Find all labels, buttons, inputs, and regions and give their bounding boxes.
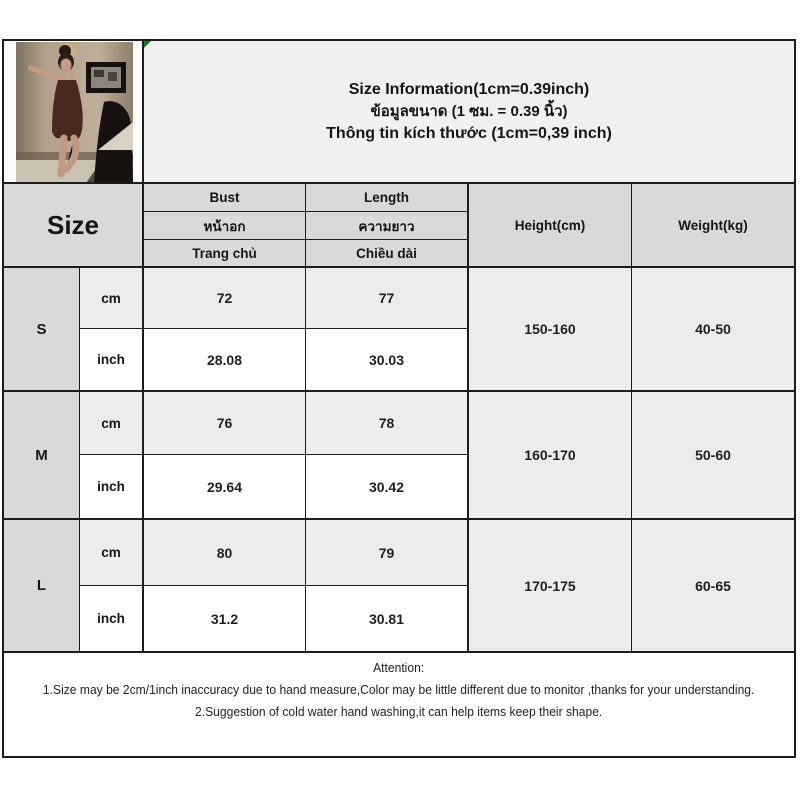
- product-photo-cell: [4, 41, 144, 184]
- header-length-vi: Chiều dài: [306, 240, 469, 268]
- row-l-length-inch: 30.81: [306, 586, 469, 653]
- header-length-th: ความยาว: [306, 212, 469, 240]
- row-s-weight: 40-50: [632, 268, 794, 392]
- row-l-label: L: [4, 520, 80, 653]
- row-m-label: M: [4, 392, 80, 520]
- row-l-unit-inch: inch: [80, 586, 144, 653]
- row-m-length-inch: 30.42: [306, 455, 469, 520]
- header-bust-en: Bust: [144, 184, 306, 212]
- row-s-length-cm: 77: [306, 268, 469, 329]
- attention-text: [6, 657, 792, 723]
- row-l-unit-cm: cm: [80, 520, 144, 586]
- row-l-height: 170-175: [469, 520, 632, 653]
- header-bust-vi: Trang chủ: [144, 240, 306, 268]
- row-s-height: 150-160: [469, 268, 632, 392]
- row-m-weight: 50-60: [632, 392, 794, 520]
- attention-title: Attention:: [373, 660, 425, 675]
- attention-note-2: 2.Suggestion of cold water hand washing,it can help items keep their shape.: [195, 704, 603, 719]
- title-english: Size Information(1cm=0.39inch): [348, 80, 590, 98]
- product-photo: [16, 42, 133, 183]
- size-chart-table: [2, 39, 796, 758]
- row-m-length-cm: 78: [306, 392, 469, 455]
- row-m-height: 160-170: [469, 392, 632, 520]
- header-length-en: Length: [306, 184, 469, 212]
- row-s-bust-cm: 72: [144, 268, 306, 329]
- row-s-unit-cm: cm: [80, 268, 144, 329]
- row-m-unit-cm: cm: [80, 392, 144, 455]
- row-l-length-cm: 79: [306, 520, 469, 586]
- row-s-bust-inch: 28.08: [144, 329, 306, 392]
- row-l-bust-inch: 31.2: [144, 586, 306, 653]
- row-m-bust-cm: 76: [144, 392, 306, 455]
- title-cell: [144, 41, 794, 184]
- attention-note-1: 1.Size may be 2cm/1inch inaccuracy due to hand measure,Color may be little different due to monitor ,thanks for your understanding.: [43, 682, 755, 697]
- green-corner-triangle-icon: [144, 41, 151, 48]
- row-m-unit-inch: inch: [80, 455, 144, 520]
- row-l-bust-cm: 80: [144, 520, 306, 586]
- row-s-unit-inch: inch: [80, 329, 144, 392]
- attention-section: [4, 653, 794, 756]
- title-thai: ข้อมูลขนาด (1 ซม. = 0.39 นิ้ว): [370, 102, 568, 120]
- header-bust-th: หน้าอก: [144, 212, 306, 240]
- row-s-length-inch: 30.03: [306, 329, 469, 392]
- header-size: Size: [4, 184, 144, 268]
- row-l-weight: 60-65: [632, 520, 794, 653]
- row-s-label: S: [4, 268, 80, 392]
- header-height: Height(cm): [469, 184, 632, 268]
- title-vietnamese: Thông tin kích thước (1cm=0,39 inch): [326, 124, 612, 142]
- header-weight: Weight(kg): [632, 184, 794, 268]
- row-m-bust-inch: 29.64: [144, 455, 306, 520]
